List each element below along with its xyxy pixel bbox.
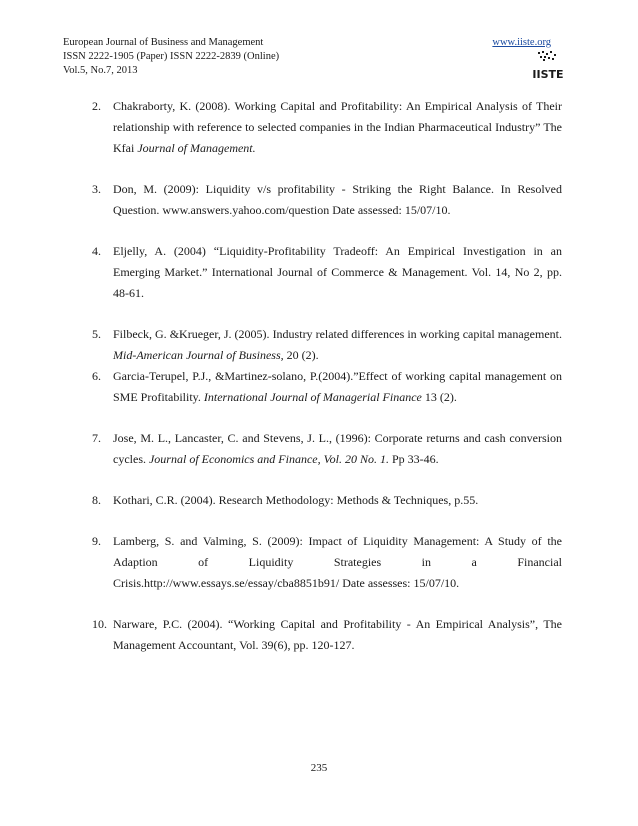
- reference-item: [92, 614, 562, 656]
- reference-text: Jose, M. L., Lancaster, C. and Stevens, J. L., (1996): Corporate returns and cash conversion cycles.: [113, 431, 562, 466]
- reference-text-tail: 13 (2).: [421, 390, 457, 404]
- reference-text: Don, M. (2009): Liquidity v/s profitability - Striking the Right Balance. In Resolved Question. www.answers.yahoo.com/question Date assessed: 15/07/10.: [113, 182, 562, 217]
- reference-number: 9.: [92, 534, 101, 548]
- logo-text: IISTE: [532, 68, 564, 81]
- reference-text: Kothari, C.R. (2004). Research Methodology: Methods & Techniques, p.55.: [113, 493, 479, 507]
- journal-name: European Journal of Business and Management: [63, 37, 264, 48]
- reference-item: [92, 179, 562, 221]
- reference-number: 8.: [92, 493, 101, 507]
- reference-item: [92, 324, 562, 366]
- reference-text: Chakraborty, K. (2008). Working Capital and Profitability: An Empirical Analysis of Their relationship with reference to selected companies in the Indian Pharmaceutical Industry” The Kfai: [113, 99, 562, 155]
- reference-number: 5.: [92, 327, 101, 341]
- reference-item: [92, 96, 562, 159]
- journal-url-link[interactable]: www.iiste.org: [492, 37, 551, 48]
- reference-number: 7.: [92, 431, 101, 445]
- volume-line: Vol.5, No.7, 2013: [63, 65, 138, 76]
- reference-item: [92, 241, 562, 304]
- reference-number: 10.: [92, 617, 107, 631]
- reference-text: Eljelly, A. (2004) “Liquidity-Profitability Tradeoff: An Empirical Investigation in an Emerging Market.” International Journal of Commerce & Management. Vol. 14, No 2, pp. 48-61.: [113, 244, 562, 300]
- reference-text: Narware, P.C. (2004). “Working Capital and Profitability - An Empirical Analysis”, The Management Accountant, Vol. 39(6), pp. 120-127.: [113, 617, 562, 652]
- reference-number: 2.: [92, 99, 101, 113]
- page-header: [63, 36, 575, 78]
- reference-item: [92, 366, 562, 408]
- reference-list: [92, 96, 562, 676]
- page-number: 235: [310, 762, 328, 774]
- reference-text: Filbeck, G. &Krueger, J. (2005). Industry related differences in working capital management.: [113, 327, 562, 341]
- reference-text: Garcia-Terupel, P.J., &Martinez-solano, P.(2004).”Effect of working capital management on SME Profitability.: [113, 369, 562, 404]
- reference-italic-title: Journal of Management.: [137, 141, 256, 155]
- reference-italic-title: Mid-American Journal of Business,: [113, 348, 284, 362]
- issn-line: ISSN 2222-1905 (Paper) ISSN 2222-2839 (Online): [63, 51, 280, 62]
- iiste-logo-icon: [532, 50, 564, 82]
- reference-italic-title: International Journal of Managerial Finance: [203, 390, 422, 404]
- reference-item: [92, 531, 562, 594]
- reference-text-tail: 20 (2).: [283, 348, 319, 362]
- reference-number: 4.: [92, 244, 101, 258]
- reference-item: [92, 428, 562, 470]
- reference-italic-title: Journal of Economics and Finance, Vol. 20 No. 1.: [148, 452, 389, 466]
- reference-number: 3.: [92, 182, 101, 196]
- reference-text: Lamberg, S. and Valming, S. (2009): Impact of Liquidity Management: A Study of the Adaption of Liquidity Strategies in a Financial Crisis.http://www.essays.se/essay/cba8851b91/ Date assesses: 15/07/10.: [113, 534, 562, 590]
- reference-number: 6.: [92, 369, 101, 383]
- reference-text-tail: Pp 33-46.: [388, 452, 439, 466]
- reference-item: [92, 490, 562, 511]
